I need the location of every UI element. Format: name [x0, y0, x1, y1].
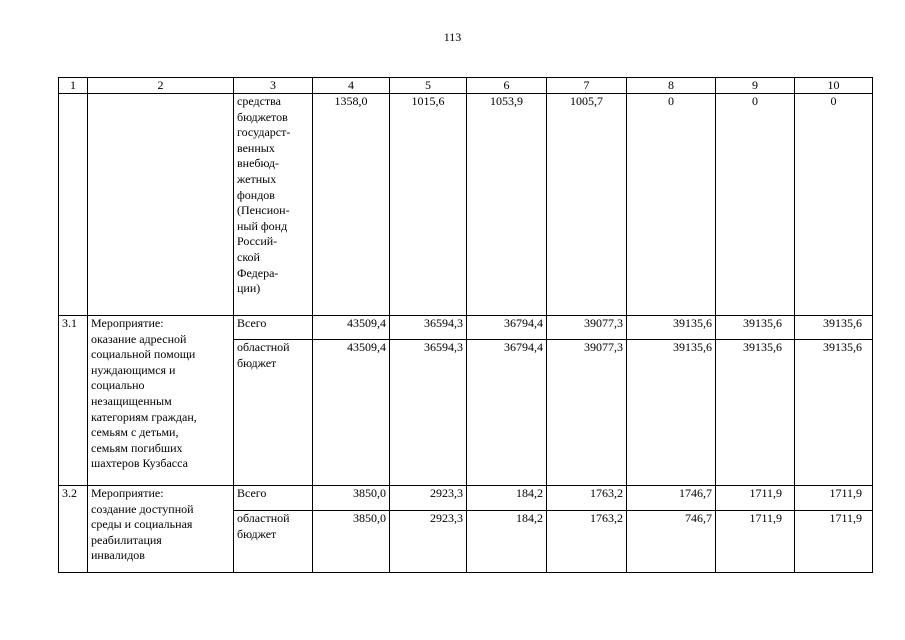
activity-name: Мероприятие: оказание адресной социальной помощи нуждающимся и социально незащищенным категориям граждан, семьям с детьми, семьям погибших шахтеров Кузбасса [88, 316, 234, 486]
value-cell: 2923,3 [390, 511, 467, 573]
activity-name: Мероприятие: создание доступной среды и социальная реабилитация инвалидов [88, 486, 234, 573]
value-cell: 1711,9 [795, 511, 873, 573]
value-cell: 1711,9 [716, 511, 795, 573]
value-cell: 1053,9 [467, 94, 547, 316]
value-cell: 1763,2 [547, 486, 627, 511]
value-cell: 36794,4 [467, 316, 547, 340]
header-cell: 4 [313, 78, 390, 94]
value-cell: 39077,3 [547, 340, 627, 486]
value-cell: 3850,0 [313, 486, 390, 511]
header-row [59, 78, 873, 94]
value-cell: 184,2 [467, 511, 547, 573]
row-index: 3.2 [59, 486, 88, 573]
value-cell: 1746,7 [627, 486, 716, 511]
total-label: Всего [234, 486, 313, 511]
value-cell: 2923,3 [390, 486, 467, 511]
funding-source-cell: средства бюджетов государст- венных внебюд- жетных фондов (Пенсион- ный фонд Россий- ской Федера- ции) [234, 94, 313, 316]
header-cell: 10 [795, 78, 873, 94]
page-number: 113 [443, 30, 462, 44]
value-cell: 1005,7 [547, 94, 627, 316]
table-row [59, 316, 873, 340]
value-cell: 36594,3 [390, 340, 467, 486]
row-index: 3.1 [59, 316, 88, 486]
total-label: Всего [234, 316, 313, 340]
header-cell: 5 [390, 78, 467, 94]
value-cell: 1763,2 [547, 511, 627, 573]
value-cell: 1711,9 [716, 486, 795, 511]
header-cell: 3 [234, 78, 313, 94]
value-cell: 43509,4 [313, 340, 390, 486]
table-row [59, 486, 873, 511]
value-cell: 1015,6 [390, 94, 467, 316]
header-cell: 7 [547, 78, 627, 94]
value-cell: 0 [795, 94, 873, 316]
budget-label: областной бюджет [234, 511, 313, 573]
value-cell: 39135,6 [716, 340, 795, 486]
index-cell-empty [59, 94, 88, 316]
table-row-continuation [59, 94, 873, 316]
value-cell: 39135,6 [627, 316, 716, 340]
value-cell: 39077,3 [547, 316, 627, 340]
name-cell-empty [88, 94, 234, 316]
value-cell: 746,7 [627, 511, 716, 573]
header-cell: 1 [59, 78, 88, 94]
header-cell: 8 [627, 78, 716, 94]
header-cell: 2 [88, 78, 234, 94]
value-cell: 39135,6 [795, 340, 873, 486]
value-cell: 3850,0 [313, 511, 390, 573]
budget-label: областной бюджет [234, 340, 313, 486]
value-cell: 39135,6 [795, 316, 873, 340]
value-cell: 1711,9 [795, 486, 873, 511]
value-cell: 0 [716, 94, 795, 316]
header-cell: 6 [467, 78, 547, 94]
header-cell: 9 [716, 78, 795, 94]
program-table [58, 77, 873, 573]
value-cell: 43509,4 [313, 316, 390, 340]
value-cell: 36594,3 [390, 316, 467, 340]
value-cell: 0 [627, 94, 716, 316]
value-cell: 1358,0 [313, 94, 390, 316]
value-cell: 39135,6 [627, 340, 716, 486]
value-cell: 36794,4 [467, 340, 547, 486]
value-cell: 39135,6 [716, 316, 795, 340]
value-cell: 184,2 [467, 486, 547, 511]
